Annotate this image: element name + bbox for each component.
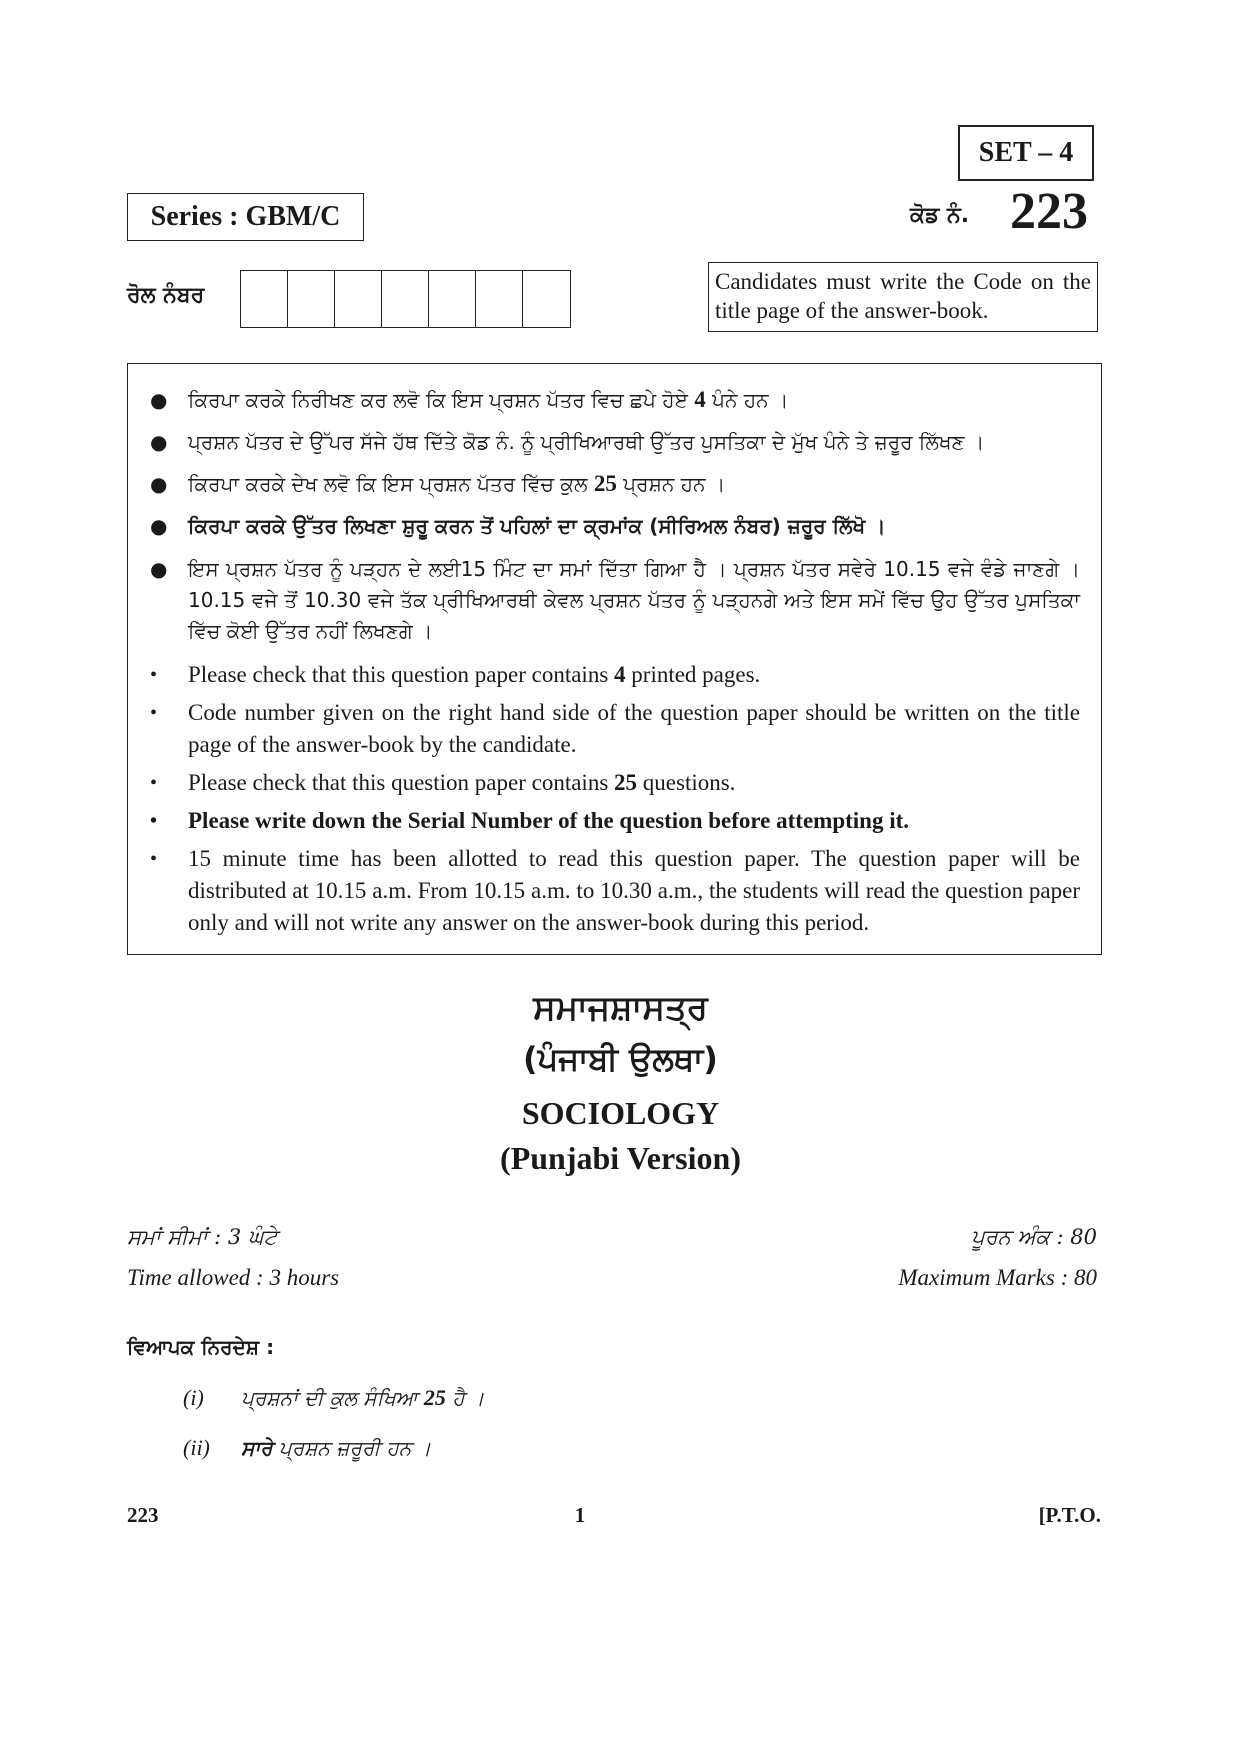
bullet-icon: • xyxy=(150,702,158,724)
instruction-en-2: • Code number given on the right hand side of the question paper should be written on the title page of the answer-book by the candidate. xyxy=(188,697,1080,761)
instruction-en-1: • Please check that this question paper contains 4 printed pages. xyxy=(188,659,1080,691)
roll-number-cell[interactable] xyxy=(382,271,429,327)
general-instructions-heading: ਵਿਆਪਕ ਨਿਰਦੇਸ਼ : xyxy=(127,1335,275,1359)
subject-title: SOCIOLOGY xyxy=(521,1095,720,1131)
instructions-box xyxy=(127,363,1102,955)
instruction-pa-4: ● ਕਿਰਪਾ ਕਰਕੇ ਉੱਤਰ ਲਿਖਣਾ ਸ਼ੁਰੂ ਕਰਨ ਤੋਂ ਪਹਿਲਾਂ ਦਾ ਕ੍ਰਮਾਂਕ (ਸੀਰਿਅਲ ਨੰਬਰ) ਜ਼ਰੂਰ ਲਿੱਖੋ । xyxy=(188,510,1080,542)
subject-title-punjabi: ਸਮਾਜਸ਼ਾਸਤ੍ਰ xyxy=(533,988,708,1028)
instruction-pa-5: ● ਇਸ ਪ੍ਰਸ਼ਨ ਪੱਤਰ ਨੂੰ ਪੜ੍ਹਨ ਦੇ ਲਈ15 ਮਿੰਟ ਦਾ ਸਮਾਂ ਦਿੱਤਾ ਗਿਆ ਹੈ । ਪ੍ਰਸ਼ਨ ਪੱਤਰ ਸਵੇਰੇ 10.15 ਵਜੇ ਵੰਡੇ ਜਾਣਗੇ । 10.15 ਵਜੇ ਤੋਂ 10.30 ਵਜੇ ਤੱਕ ਪ੍ਰੀਖਿਆਰਥੀ ਕੇਵਲ ਪ੍ਰਸ਼ਨ ਪੱਤਰ ਨੂੰ ਪੜ੍ਹਨਗੇ ਅਤੇ ਇਸ ਸਮੇਂ ਵਿੱਚ ਉਹ ਉੱਤਰ ਪੁਸਤਿਕਾ ਵਿੱਚ ਕੋਈ ਉੱਤਰ ਨਹੀਂ ਲਿਖਣਗੇ । xyxy=(188,554,1080,647)
bullet-icon: ● xyxy=(150,388,168,412)
code-label: ਕੋਡ ਨੰ. xyxy=(910,203,970,228)
bullet-icon: • xyxy=(150,810,158,832)
roll-number-boxes xyxy=(240,270,571,328)
set-label: SET – 4 xyxy=(958,125,1094,181)
code-number: 223 xyxy=(1010,183,1088,240)
roll-number-cell[interactable] xyxy=(523,271,570,327)
roll-number-cell[interactable] xyxy=(335,271,382,327)
roll-number-cell[interactable] xyxy=(429,271,476,327)
instruction-pa-1: ● ਕਿਰਪਾ ਕਰਕੇ ਨਿਰੀਖਣ ਕਰ ਲਵੋ ਕਿ ਇਸ ਪ੍ਰਸ਼ਨ ਪੱਤਰ ਵਿਚ ਛਪੇ ਹੋਏ 4 ਪੰਨੇ ਹਨ । xyxy=(188,384,1080,416)
subject-subtitle: (Punjabi Version) xyxy=(500,1140,741,1176)
general-instruction-item: (i) ਪ੍ਰਸ਼ਨਾਂ ਦੀ ਕੁਲ ਸੰਖਿਆ 25 ਹੈ । xyxy=(183,1385,485,1410)
general-instruction-item: (ii) ਸਾਰੇ ਪ੍ਰਸ਼ਨ ਜ਼ਰੂਰੀ ਹਨ । xyxy=(183,1435,432,1460)
bullet-icon: • xyxy=(150,848,158,870)
time-allowed-punjabi: ਸਮਾਂ ਸੀਮਾਂ : 3 ਘੰਟੇ xyxy=(127,1225,278,1249)
bullet-icon: ● xyxy=(150,472,168,496)
series-label: Series : GBM/C xyxy=(127,193,364,241)
bullet-icon: ● xyxy=(150,557,168,581)
roll-number-cell[interactable] xyxy=(241,271,288,327)
maximum-marks-punjabi: ਪੂਰਨ ਅੰਕ : 80 xyxy=(971,1225,1097,1249)
footer-code: 223 xyxy=(127,1503,159,1527)
subject-subtitle-punjabi: (ਪੰਜਾਬੀ ਉਲਥਾ) xyxy=(523,1040,718,1078)
pto-label: [P.T.O. xyxy=(1038,1503,1101,1527)
bullet-icon: • xyxy=(150,664,158,686)
bullet-icon: • xyxy=(150,772,158,794)
maximum-marks: Maximum Marks : 80 xyxy=(898,1265,1097,1290)
instruction-en-3: • Please check that this question paper contains 25 questions. xyxy=(188,767,1080,799)
bullet-icon: ● xyxy=(150,430,168,454)
roll-number-cell[interactable] xyxy=(476,271,523,327)
page-number: 1 xyxy=(574,1503,586,1527)
instruction-en-5: • 15 minute time has been allotted to read this question paper. The question paper will be distributed at 10.15 a.m. From 10.15 a.m. to 10.30 a.m., the students will read the question paper only and will not write any answer on the answer-book during this period. xyxy=(188,843,1080,939)
candidate-note: Candidates must write the Code on the title page of the answer-book. xyxy=(708,262,1098,332)
roll-number-label: ਰੋਲ ਨੰਬਰ xyxy=(127,283,205,308)
time-allowed: Time allowed : 3 hours xyxy=(127,1265,340,1290)
instruction-en-4: • Please write down the Serial Number of the question before attempting it. xyxy=(188,805,1080,837)
roll-number-cell[interactable] xyxy=(288,271,335,327)
instruction-pa-2: ● ਪ੍ਰਸ਼ਨ ਪੱਤਰ ਦੇ ਉੱਪਰ ਸੱਜੇ ਹੱਥ ਦਿੱਤੇ ਕੋਡ ਨੰ. ਨੂੰ ਪ੍ਰੀਖਿਆਰਥੀ ਉੱਤਰ ਪੁਸਤਿਕਾ ਦੇ ਮੁੱਖ ਪੰਨੇ ਤੇ ਜ਼ਰੂਰ ਲਿੱਖਣ । xyxy=(188,426,1080,458)
bullet-icon: ● xyxy=(150,514,168,538)
instruction-pa-3: ● ਕਿਰਪਾ ਕਰਕੇ ਦੇਖ ਲਵੋ ਕਿ ਇਸ ਪ੍ਰਸ਼ਨ ਪੱਤਰ ਵਿੱਚ ਕੁਲ 25 ਪ੍ਰਸ਼ਨ ਹਨ । xyxy=(188,468,1080,500)
